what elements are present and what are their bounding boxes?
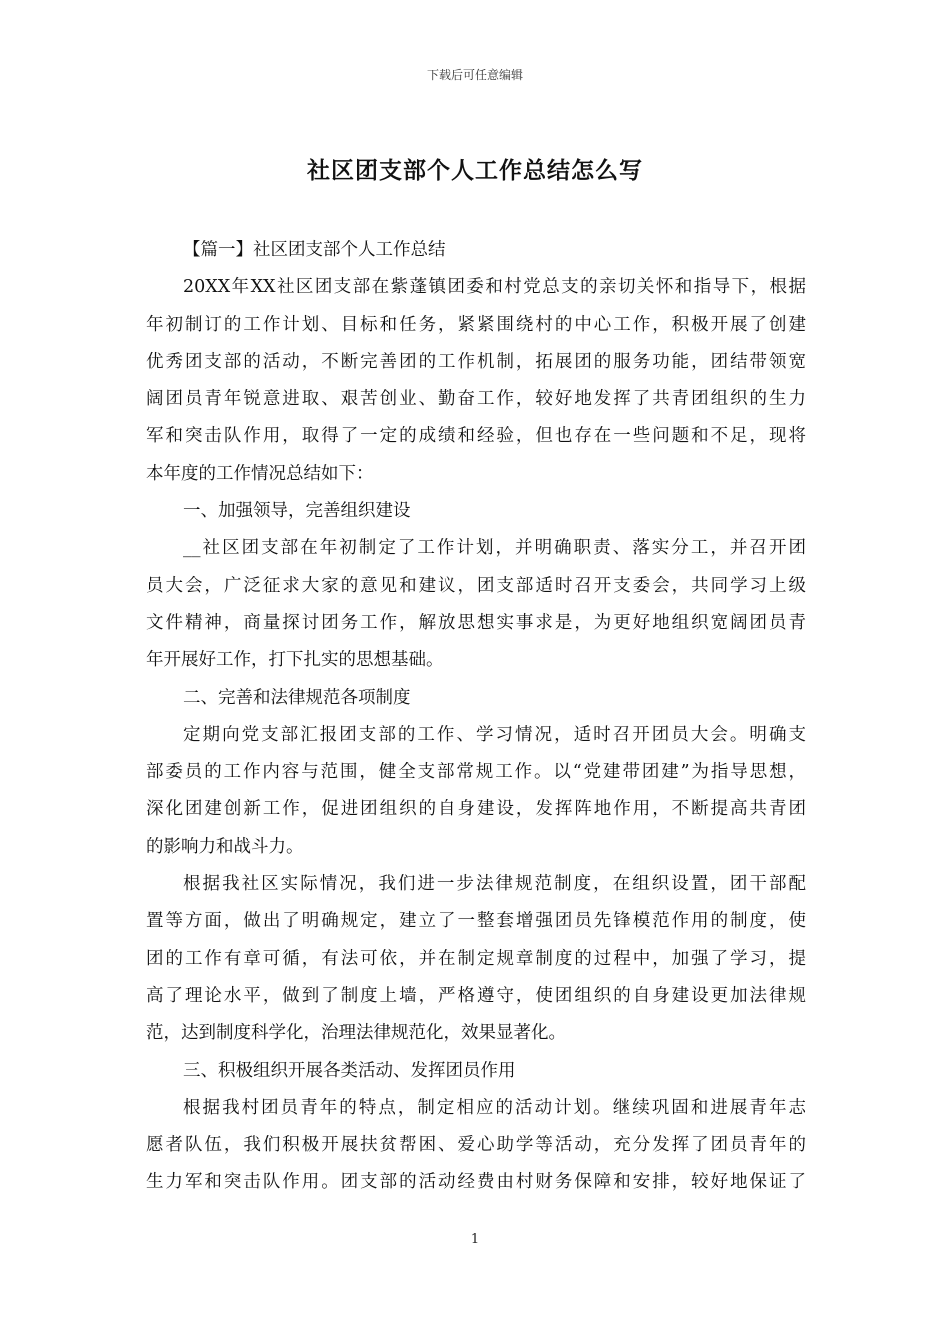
body-line: 部委员的工作内容与范围，健全支部常规工作。以“党建带团建”为指导思想， <box>146 762 806 783</box>
body-line: 团的工作有章可循，有法可依，并在制定规章制度的过程中，加强了学习，提 <box>146 948 806 969</box>
body-line: 军和突击队作用，取得了一定的成绩和经验，但也存在一些问题和不足，现将 <box>146 426 806 447</box>
body-line: 本年度的工作情况总结如下： <box>146 463 374 484</box>
body-line: 根据我村团员青年的特点，制定相应的活动计划。继续巩固和进展青年志 <box>183 1097 806 1118</box>
page-number: 1 <box>470 1232 480 1247</box>
body-line: __社区团支部在年初制定了工作计划，并明确职责、落实分工，并召开团 <box>183 538 806 559</box>
body-line: 的影响力和战斗力。 <box>146 836 304 857</box>
document-body <box>146 232 806 1202</box>
body-line: 定期向党支部汇报团支部的工作、学习情况，适时召开团员大会。明确支 <box>183 724 806 745</box>
body-line: 年开展好工作，打下扎实的思想基础。 <box>146 650 444 671</box>
body-line: 20XX年XX社区团支部在紫蓬镇团委和村党总支的亲切关怀和指导下，根据 <box>183 277 806 298</box>
body-line: 二、完善和法律规范各项制度 <box>183 687 411 708</box>
body-line: 愿者队伍，我们积极开展扶贫帮困、爱心助学等活动，充分发挥了团员青年的 <box>146 1135 806 1156</box>
header-note: 下载后可任意编辑 <box>426 68 523 82</box>
body-line: 高了理论水平，做到了制度上墙，严格遵守，使团组织的自身建设更加法律规 <box>146 985 806 1006</box>
body-line: 【篇一】社区团支部个人工作总结 <box>183 240 446 260</box>
body-line: 深化团建创新工作，促进团组织的自身建设，发挥阵地作用，不断提高共青团 <box>146 799 806 820</box>
body-line: 生力军和突击队作用。团支部的活动经费由村财务保障和安排，较好地保证了 <box>146 1172 806 1193</box>
document-title: 社区团支部个人工作总结怎么写 <box>307 157 643 184</box>
body-line: 置等方面，做出了明确规定，建立了一整套增强团员先锋模范作用的制度，使 <box>146 911 806 932</box>
body-line: 根据我社区实际情况，我们进一步法律规范制度，在组织设置，团干部配 <box>183 874 806 895</box>
body-line: 范，达到制度科学化，治理法律规范化，效果显著化。 <box>146 1023 566 1044</box>
body-line: 三、积极组织开展各类活动、发挥团员作用 <box>183 1060 516 1081</box>
body-line: 优秀团支部的活动，不断完善团的工作机制，拓展团的服务功能，团结带领宽 <box>146 351 806 372</box>
body-line: 阔团员青年锐意进取、艰苦创业、勤奋工作，较好地发挥了共青团组织的生力 <box>146 389 806 410</box>
body-line: 文件精神，商量探讨团务工作，解放思想实事求是，为更好地组织宽阔团员青 <box>146 612 806 633</box>
body-line: 员大会，广泛征求大家的意见和建议，团支部适时召开支委会，共同学习上级 <box>146 575 806 596</box>
body-line: 一、加强领导，完善组织建设 <box>183 501 411 522</box>
body-line: 年初制订的工作计划、目标和任务，紧紧围绕村的中心工作，积极开展了创建 <box>146 314 806 335</box>
